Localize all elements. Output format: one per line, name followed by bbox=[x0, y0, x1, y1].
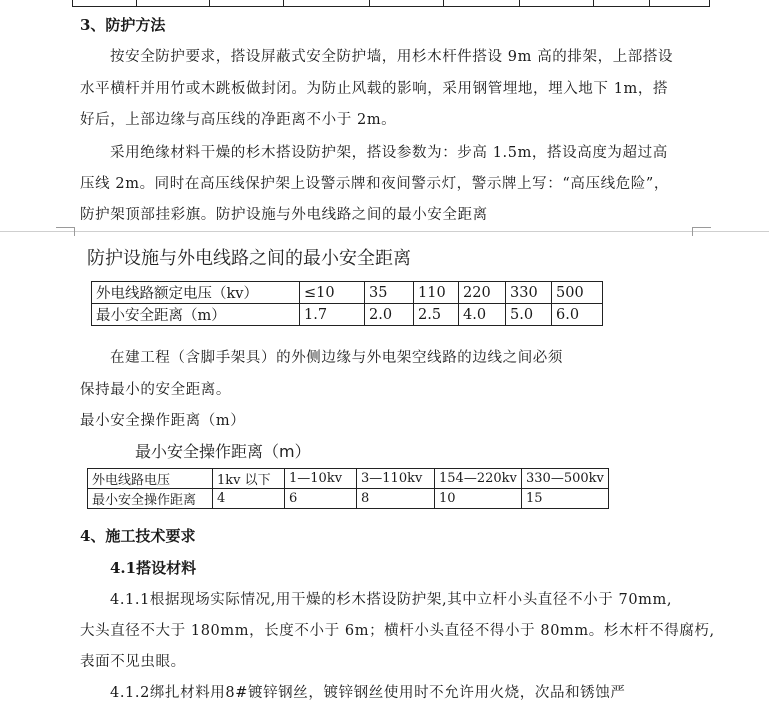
section4-para-line1: 4.1.1根据现场实际情况,用干燥的杉木搭设防护架,其中立杆小头直径不小于 70mm, bbox=[110, 592, 673, 608]
table-cell: 154—220kv bbox=[435, 469, 522, 489]
table-cell: 10 bbox=[435, 489, 522, 509]
safety-distance-table bbox=[91, 281, 603, 326]
section4-cut-line: 4.1.2绑扎材料用8#镀锌钢丝，镀锌钢丝使用时不允许用火烧，次品和锈蚀严 bbox=[110, 685, 626, 701]
table-cell: 最小安全操作距离 bbox=[88, 489, 213, 509]
table-cell: 15 bbox=[522, 489, 609, 509]
table-cell: 外电线路电压 bbox=[88, 469, 213, 489]
table-cell: 500 bbox=[552, 282, 603, 304]
section3-para2-line1: 采用绝缘材料干燥的杉木搭设防护架，搭设参数为：步高 1.5m，搭设高度为超过高 bbox=[110, 145, 668, 161]
section3-heading: 3、防护方法 bbox=[80, 16, 166, 34]
previous-table-bottom bbox=[72, 0, 710, 7]
section3-para2-line3: 防护架顶部挂彩旗。防护设施与外电线路之间的最小安全距离 bbox=[80, 207, 488, 223]
middle-line2: 保持最小的安全距离。 bbox=[80, 382, 231, 398]
page-corner-mark-right bbox=[692, 227, 711, 236]
table-row bbox=[92, 304, 603, 326]
page-corner-mark-left bbox=[56, 227, 75, 236]
operation-distance-table bbox=[87, 468, 609, 509]
table-row bbox=[92, 282, 603, 304]
table-cell: 1.7 bbox=[300, 304, 365, 326]
table-row bbox=[88, 469, 609, 489]
table-cell: 6 bbox=[285, 489, 357, 509]
table-cell: 220 bbox=[459, 282, 506, 304]
table-cell: 1kv 以下 bbox=[213, 469, 285, 489]
table-cell: 2.0 bbox=[365, 304, 414, 326]
section3-para2-line2: 压线 2m。同时在高压线保护架上设警示牌和夜间警示灯，警示牌上写：“高压线危险”， bbox=[80, 176, 670, 192]
section3-para1-line3: 好后，上部边缘与高压线的净距离不小于 2m。 bbox=[80, 112, 397, 128]
table-cell: 6.0 bbox=[552, 304, 603, 326]
middle-line3: 最小安全操作距离（m） bbox=[80, 413, 246, 429]
table-cell: 4 bbox=[213, 489, 285, 509]
table-cell: 外电线路额定电压（kv） bbox=[92, 282, 300, 304]
section3-para1-line2: 水平横杆并用竹或木跳板做封闭。为防止风载的影响，采用钢管埋地，埋入地下 1m，搭 bbox=[80, 81, 669, 97]
section4-para-line3: 表面不见虫眼。 bbox=[80, 654, 186, 670]
table-cell: 2.5 bbox=[414, 304, 459, 326]
page-break-line bbox=[0, 231, 769, 232]
section4-para-line2: 大头直径不大于 180mm，长度不小于 6m；横杆小头直径不得小于 80mm。杉木杆不得腐朽, bbox=[80, 623, 715, 639]
section3-para1-line1: 按安全防护要求，搭设屏蔽式安全防护墙，用杉木杆件搭设 9m 高的排架，上部搭设 bbox=[110, 49, 674, 65]
table-cell: 330 bbox=[506, 282, 552, 304]
table1-title: 防护设施与外电线路之间的最小安全距离 bbox=[87, 248, 411, 269]
table-cell: 5.0 bbox=[506, 304, 552, 326]
table-cell: 8 bbox=[357, 489, 435, 509]
table-cell: 330—500kv bbox=[522, 469, 609, 489]
section4-heading: 4、施工技术要求 bbox=[80, 527, 196, 545]
table-row bbox=[88, 489, 609, 509]
section4-1-heading: 4.1搭设材料 bbox=[110, 559, 197, 577]
table2-title: 最小安全操作距离（m） bbox=[135, 442, 311, 461]
table-cell: 4.0 bbox=[459, 304, 506, 326]
table-cell: 1—10kv bbox=[285, 469, 357, 489]
table-cell: 3—110kv bbox=[357, 469, 435, 489]
middle-line1: 在建工程（含脚手架具）的外侧边缘与外电架空线路的边线之间必须 bbox=[110, 350, 563, 366]
table-cell: 35 bbox=[365, 282, 414, 304]
table-cell: 110 bbox=[414, 282, 459, 304]
table-cell: ≤10 bbox=[300, 282, 365, 304]
table-cell: 最小安全距离（m） bbox=[92, 304, 300, 326]
